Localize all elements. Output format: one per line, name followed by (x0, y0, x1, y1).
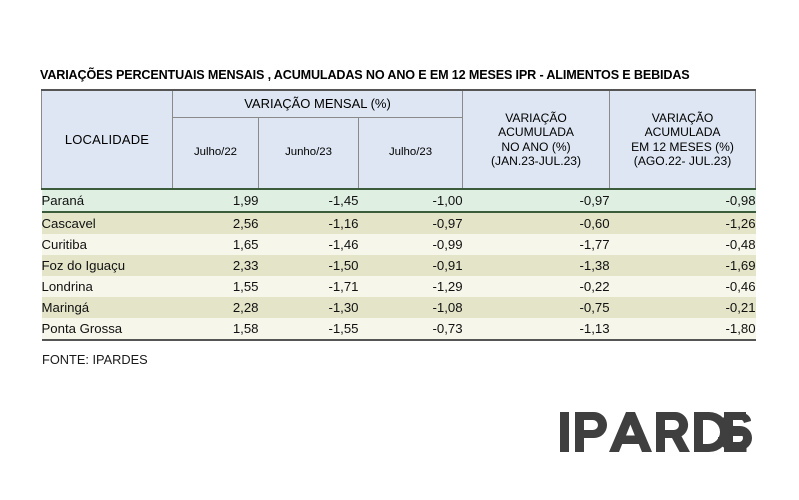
column-header-variacao-mensal: VARIAÇÃO MENSAL (%) (173, 90, 463, 118)
cell-locality: Paraná (42, 189, 173, 212)
table-row (42, 318, 756, 340)
accum-12m-line2: ACUMULADA (644, 125, 721, 140)
accum-year-line1: VARIAÇÃO (505, 110, 567, 125)
cell-acum-ano: -0,75 (463, 297, 610, 318)
cell-junho23: -1,50 (259, 255, 359, 276)
cell-locality: Cascavel (42, 212, 173, 234)
cell-julho23: -1,00 (359, 189, 463, 212)
cell-junho23: -1,55 (259, 318, 359, 340)
column-header-junho-23: Junho/23 (259, 118, 359, 190)
column-header-julho-23: Julho/23 (359, 118, 463, 190)
column-header-acumulada-no-ano (463, 90, 610, 189)
ipardes-logo-icon (558, 408, 758, 456)
cell-junho23: -1,71 (259, 276, 359, 297)
cell-julho23: -1,08 (359, 297, 463, 318)
cell-acum-ano: -1,13 (463, 318, 610, 340)
cell-acum-12m: -0,46 (610, 276, 756, 297)
cell-locality: Curitiba (42, 234, 173, 255)
cell-acum-ano: -0,97 (463, 189, 610, 212)
cell-locality: Maringá (42, 297, 173, 318)
cell-julho23: -0,97 (359, 212, 463, 234)
cell-locality: Ponta Grossa (42, 318, 173, 340)
cell-acum-12m: -1,80 (610, 318, 756, 340)
cell-julho23: -0,99 (359, 234, 463, 255)
column-header-julho-22: Julho/22 (173, 118, 259, 190)
cell-julho22: 1,55 (173, 276, 259, 297)
cell-julho23: -0,91 (359, 255, 463, 276)
accum-year-line3: NO ANO (%) (501, 139, 571, 154)
page-title: VARIAÇÕES PERCENTUAIS MENSAIS , ACUMULADAS NO ANO E EM 12 MESES IPR - ALIMENTOS E BEBIDAS (40, 68, 690, 82)
cell-acum-ano: -0,60 (463, 212, 610, 234)
accum-year-line2: ACUMULADA (498, 125, 574, 140)
table-row (42, 189, 756, 212)
cell-julho22: 1,58 (173, 318, 259, 340)
table-header (42, 90, 756, 189)
accum-12m-line1: VARIAÇÃO (651, 110, 714, 125)
table-row (42, 212, 756, 234)
data-table-container (41, 89, 755, 341)
source-note: FONTE: IPARDES (42, 352, 148, 367)
accum-12m-line3: EM 12 MESES (%) (631, 139, 734, 154)
cell-locality: Foz do Iguaçu (42, 255, 173, 276)
cell-julho22: 2,56 (173, 212, 259, 234)
accum-year-line4: (JAN.23-JUL.23) (491, 153, 582, 168)
table-row (42, 297, 756, 318)
cell-acum-12m: -1,26 (610, 212, 756, 234)
cell-acum-12m: -1,69 (610, 255, 756, 276)
cell-junho23: -1,16 (259, 212, 359, 234)
ipardes-logo (558, 408, 758, 456)
cell-julho23: -0,73 (359, 318, 463, 340)
cell-junho23: -1,46 (259, 234, 359, 255)
table-row (42, 234, 756, 255)
cell-acum-12m: -0,48 (610, 234, 756, 255)
accum-12m-line4: (AGO.22- JUL.23) (633, 153, 732, 168)
cell-julho23: -1,29 (359, 276, 463, 297)
cell-acum-12m: -0,98 (610, 189, 756, 212)
cell-julho22: 2,33 (173, 255, 259, 276)
cell-acum-12m: -0,21 (610, 297, 756, 318)
cell-acum-ano: -1,38 (463, 255, 610, 276)
table-body (42, 189, 756, 340)
cell-junho23: -1,45 (259, 189, 359, 212)
table-row (42, 276, 756, 297)
cell-julho22: 2,28 (173, 297, 259, 318)
variations-table (41, 89, 756, 341)
table-header-row-1 (42, 90, 756, 118)
cell-julho22: 1,99 (173, 189, 259, 212)
cell-junho23: -1,30 (259, 297, 359, 318)
cell-acum-ano: -0,22 (463, 276, 610, 297)
cell-acum-ano: -1,77 (463, 234, 610, 255)
cell-julho22: 1,65 (173, 234, 259, 255)
column-header-localidade: LOCALIDADE (42, 90, 173, 189)
table-row (42, 255, 756, 276)
column-header-acumulada-12-meses (610, 90, 756, 189)
cell-locality: Londrina (42, 276, 173, 297)
